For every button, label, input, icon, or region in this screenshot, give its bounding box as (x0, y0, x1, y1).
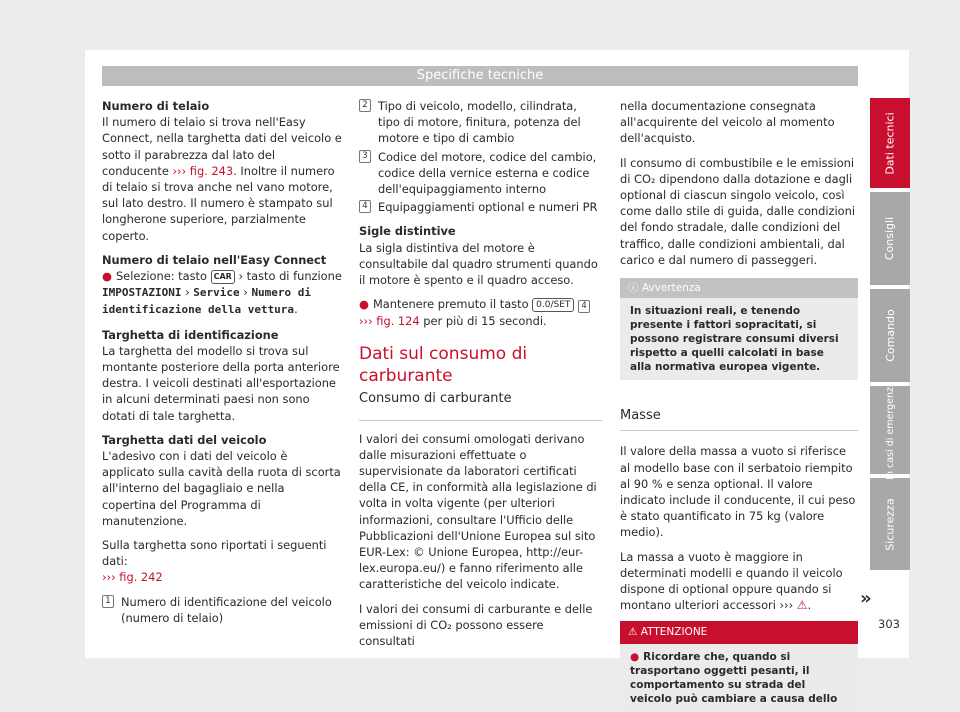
column-3 (620, 98, 858, 712)
heading-easy-connect: Numero di telaio nell'Easy Connect (102, 252, 327, 267)
continue-arrow-icon: » (860, 588, 872, 609)
heading-targhetta-identificazione: Targhetta di identificazione (102, 327, 279, 342)
text: La massa a vuoto è maggiore in determinati modelli e quando il veicolo dispone di optional oppure quando si montano ulteriori accessori ››› (620, 549, 843, 613)
heading-sigle: Sigle distintive (359, 224, 456, 239)
list-item (359, 149, 602, 198)
divider (359, 420, 602, 421)
text: Ricordare che, quando si trasportano oggetti pesanti, il comportamento su strada del veicolo può cambiare a causa dello (630, 650, 838, 705)
list-item-text: Codice del motore, codice del cambio, codice della vernice esterna e codice dell'equipaggiamento interno (378, 149, 597, 197)
page-number: 303 (878, 617, 900, 631)
list-item (359, 199, 602, 215)
number-badge: 3 (359, 150, 371, 163)
list-item-text: Tipo di veicolo, modello, cilindrata, tipo di motore, finitura, potenza del motore e tipo di cambio (378, 99, 581, 146)
section-title: Dati sul consumo di carburante (359, 344, 528, 387)
tab-label: Sicurezza (883, 497, 897, 551)
list-item (359, 98, 602, 147)
text: › (239, 285, 252, 300)
tab-sicurezza[interactable] (870, 478, 910, 570)
warning-title: ATTENZIONE (640, 626, 708, 639)
tab-label: Comando (883, 309, 897, 362)
text: Il numero di telaio si trova nell'Easy Connect, nella targhetta dati del veicolo e sotto il parabrezza dal lato del conducente (102, 115, 342, 178)
number-badge: 4 (578, 300, 590, 313)
menu-text: IMPOSTAZIONI (102, 286, 182, 300)
list-item-text: Numero di identificazione del veicolo (numero di telaio) (121, 594, 332, 625)
paragraph: I valori dei consumi omologati derivano dalle misurazioni effettuate o supervisionate da laboratori certificati della CE, in conformità alla legislazione di volta in volta vigente (per ulteriori informazioni, consultare l'Ufficio delle Pubblicazioni dell'Unione Europea sul sito EUR-Lex: © Unione Europea, http://eur-lex.europa.eu/) e fanno riferimento alle caratteristiche del veicolo indicate. (359, 431, 597, 592)
subsection-title: Consumo di carburante (359, 391, 512, 407)
number-badge: 4 (359, 200, 371, 213)
page-header: Specifiche tecniche (102, 66, 858, 86)
text: › tasto di funzione (234, 269, 342, 284)
warning-icon: ⚠ (628, 626, 638, 639)
heading-numero-telaio: Numero di telaio (102, 99, 210, 113)
text: . Inoltre il numero di telaio si trova anche nel vano motore, sul lato destro. Il numero è stampato sul longherone superiore, parzialmente coperto. (102, 163, 335, 243)
note-title: Avvertenza (641, 282, 701, 295)
column-1 (102, 98, 342, 628)
tab-label: Consigli (883, 216, 897, 261)
tab-dati-tecnici[interactable] (870, 98, 910, 188)
paragraph: L'adesivo con i dati del veicolo è applicato sulla cavità della ruota di scorta all'interno del bagagliaio e nella copertina del Programma di manutenzione. (102, 449, 341, 528)
tab-label: In casi di emergenza (884, 380, 896, 480)
text: › (181, 285, 194, 300)
number-badge: 1 (102, 595, 114, 608)
text: Sulla targhetta sono riportati i seguenti dati: (102, 538, 327, 569)
paragraph: I valori dei consumi di carburante e delle emissioni di CO₂ possono essere consultati (359, 601, 593, 649)
paragraph: Il valore della massa a vuoto si riferisce al modello base con il serbatoio riempito al 90 % e senza optional. Il valore indicato include il conducente, il cui peso è stato quantificato in 75 kg (valore medio). (620, 444, 856, 540)
bullet-icon: ● (630, 650, 640, 663)
text: . (294, 302, 298, 317)
number-badge: 2 (359, 99, 371, 112)
paragraph: Il consumo di combustibile e le emissioni di CO₂ dipendono dalla dotazione e dagli optional di ciascun singolo veicolo, così come dallo stile di guida, dalle condizioni del fondo stradale, dalle condizioni del traffico, dalle condizioni ambientali, dal carico e dal numero di passeggeri. (620, 155, 856, 267)
menu-text: Service (193, 286, 240, 300)
tab-comando[interactable] (870, 289, 910, 382)
note-box (620, 278, 858, 380)
note-body: In situazioni reali, e tenendo presente i fattori sopracitati, si possono registrare consumi diversi rispetto a quelli calcolati in base alla normativa europea vigente. (630, 305, 839, 374)
figure-link[interactable]: ››› fig. 243 (172, 163, 234, 178)
list-item (102, 594, 342, 626)
heading-targhetta-dati: Targhetta dati del veicolo (102, 432, 267, 447)
tab-emergenza[interactable] (870, 380, 910, 480)
list-item-text: Equipaggiamenti optional e numeri PR (378, 200, 598, 215)
warning-triangle-icon: ⚠ (796, 598, 808, 613)
column-2 (359, 98, 602, 657)
section-title-masse: Masse (620, 394, 858, 431)
text: Selezione: tasto (115, 269, 211, 284)
text: Mantenere premuto il tasto (372, 297, 533, 312)
paragraph: La massa a vuoto è maggiore in determinati modelli e quando il veicolo dispone di optional oppure quando si montano ulteriori accessori ››› ⚠. (620, 549, 843, 613)
figure-link[interactable]: ››› fig. 242 (102, 570, 163, 585)
warning-body (620, 644, 858, 712)
car-key-icon: CAR (211, 270, 235, 284)
paragraph: La targhetta del modello si trova sul montante posteriore della porta anteriore destra. I veicoli destinati all'esportazione in alcuni determinati paesi non sono dotati di tale targhetta. (102, 343, 340, 423)
bullet-icon: ● (102, 269, 112, 284)
bullet-item (102, 268, 342, 319)
bullet-icon: ● (359, 297, 369, 312)
paragraph (102, 114, 342, 244)
warning-box (620, 621, 858, 711)
text: per più di 15 secondi. (419, 314, 547, 329)
paragraph (102, 537, 342, 586)
figure-link[interactable]: ››› fig. 124 (359, 314, 420, 329)
info-icon: ⓘ (628, 282, 639, 295)
tab-consigli[interactable] (870, 192, 910, 285)
paragraph: nella documentazione consegnata all'acquirente del veicolo al momento dell'acquisto. (620, 99, 835, 146)
bullet-item (359, 296, 602, 329)
side-tabs (870, 98, 910, 574)
paragraph: La sigla distintiva del motore è consultabile dal quadro strumenti quando il motore è spento e il quadro acceso. (359, 240, 598, 288)
set-key-icon: 0.0/SET (532, 298, 574, 312)
tab-label: Dati tecnici (883, 111, 897, 175)
warning-header (620, 621, 858, 643)
note-header (620, 278, 858, 298)
menu-text: Numero di identificazione della vettura (102, 286, 312, 317)
